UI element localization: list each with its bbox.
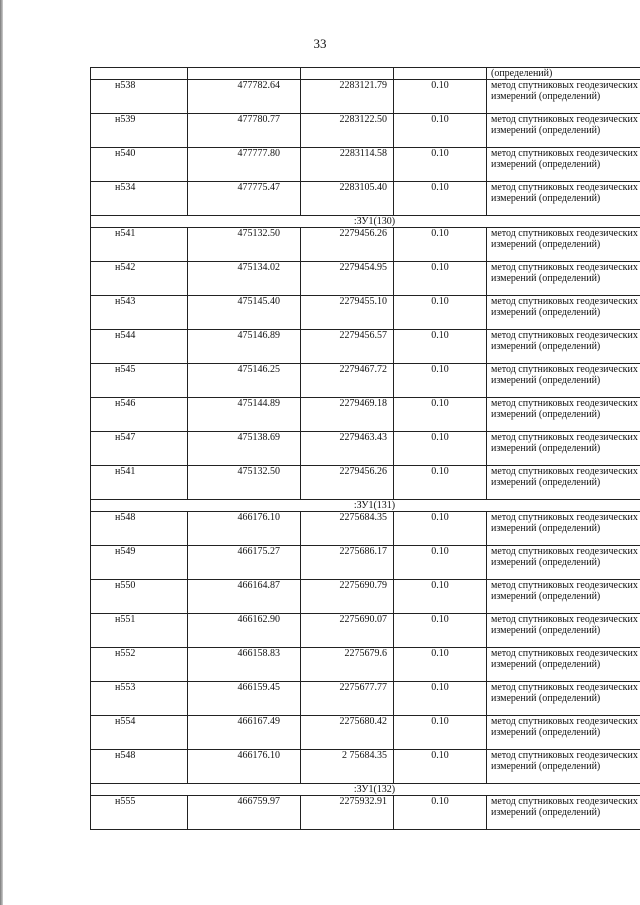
cell-x: 475146.25 — [188, 364, 301, 398]
cell-x: 477780.77 — [188, 114, 301, 148]
cell-y: 2 75684.35 — [301, 750, 394, 784]
cell-method: метод спутниковых геодезических измерений (определений) — [487, 682, 640, 716]
cell-point: н538 — [91, 80, 188, 114]
cell-point: н555 — [91, 796, 188, 830]
cell-y: 2283121.79 — [301, 80, 394, 114]
cell-accuracy: 0.10 — [394, 682, 487, 716]
cell-y: 2279456.26 — [301, 466, 394, 500]
cell-method: метод спутниковых геодезических измерений (определений) — [487, 750, 640, 784]
cell-point: н545 — [91, 364, 188, 398]
table-row — [91, 80, 640, 114]
cell-point: н554 — [91, 716, 188, 750]
cell-point: н551 — [91, 614, 188, 648]
cell-method: метод спутниковых геодезических измерений (определений) — [487, 262, 640, 296]
table-row — [91, 228, 640, 262]
cell-x: 477782.64 — [188, 80, 301, 114]
section-row — [91, 500, 640, 512]
cell-x: 475146.89 — [188, 330, 301, 364]
cell-x: 477775.47 — [188, 182, 301, 216]
cell-accuracy: 0.10 — [394, 750, 487, 784]
cell-accuracy: 0.10 — [394, 546, 487, 580]
table-row — [91, 648, 640, 682]
cell-y: 2283122.50 — [301, 114, 394, 148]
cell-x: 475138.69 — [188, 432, 301, 466]
cell-point: н548 — [91, 750, 188, 784]
cell-method: метод спутниковых геодезических измерений (определений) — [487, 796, 640, 830]
section-label: :ЗУ1(130) — [91, 216, 640, 228]
cell-method: метод спутниковых геодезических измерений (определений) — [487, 182, 640, 216]
cell-accuracy — [394, 68, 487, 80]
table-row — [91, 114, 640, 148]
cell-y: 2275690.07 — [301, 614, 394, 648]
section-label: :ЗУ1(131) — [91, 500, 640, 512]
cell-x: 466176.10 — [188, 750, 301, 784]
cell-point: н546 — [91, 398, 188, 432]
cell-point: н548 — [91, 512, 188, 546]
table-row — [91, 148, 640, 182]
cell-point: н547 — [91, 432, 188, 466]
coordinates-table — [90, 67, 640, 830]
cell-method: метод спутниковых геодезических измерений (определений) — [487, 546, 640, 580]
cell-point: н539 — [91, 114, 188, 148]
cell-x: 475132.50 — [188, 228, 301, 262]
cell-method: метод спутниковых геодезических измерений (определений) — [487, 580, 640, 614]
cell-method: метод спутниковых геодезических измерений (определений) — [487, 614, 640, 648]
cell-accuracy: 0.10 — [394, 80, 487, 114]
cell-accuracy: 0.10 — [394, 432, 487, 466]
cell-method: метод спутниковых геодезических измерений (определений) — [487, 296, 640, 330]
table-row — [91, 398, 640, 432]
cell-x: 477777.80 — [188, 148, 301, 182]
cell-point: н541 — [91, 466, 188, 500]
cell-y: 2275932.91 — [301, 796, 394, 830]
table-row — [91, 546, 640, 580]
cell-accuracy: 0.10 — [394, 330, 487, 364]
cell-x: 475144.89 — [188, 398, 301, 432]
cell-accuracy: 0.10 — [394, 228, 487, 262]
table-row — [91, 750, 640, 784]
table-row — [91, 796, 640, 830]
cell-y: 2279454.95 — [301, 262, 394, 296]
cell-method: метод спутниковых геодезических измерений (определений) — [487, 716, 640, 750]
cell-y: 2279469.18 — [301, 398, 394, 432]
cell-method: метод спутниковых геодезических измерений (определений) — [487, 364, 640, 398]
cell-accuracy: 0.10 — [394, 182, 487, 216]
cell-accuracy: 0.10 — [394, 580, 487, 614]
cell-accuracy: 0.10 — [394, 796, 487, 830]
cell-accuracy: 0.10 — [394, 364, 487, 398]
cell-accuracy: 0.10 — [394, 262, 487, 296]
table-row — [91, 330, 640, 364]
table-row — [91, 182, 640, 216]
cell-y: 2279455.10 — [301, 296, 394, 330]
cell-accuracy: 0.10 — [394, 398, 487, 432]
cell-accuracy: 0.10 — [394, 114, 487, 148]
section-label: :ЗУ1(132) — [91, 784, 640, 796]
cell-accuracy: 0.10 — [394, 512, 487, 546]
cell-x: 475134.02 — [188, 262, 301, 296]
cell-y: 2275680.42 — [301, 716, 394, 750]
cell-accuracy: 0.10 — [394, 614, 487, 648]
cell-y: 2275677.77 — [301, 682, 394, 716]
section-row — [91, 216, 640, 228]
cell-y: 2283105.40 — [301, 182, 394, 216]
table-row — [91, 580, 640, 614]
cell-point: н534 — [91, 182, 188, 216]
continuation-row — [91, 68, 640, 80]
cell-accuracy: 0.10 — [394, 716, 487, 750]
cell-x: 466162.90 — [188, 614, 301, 648]
cell-accuracy: 0.10 — [394, 148, 487, 182]
cell-x: 466167.49 — [188, 716, 301, 750]
table-row — [91, 432, 640, 466]
cell-y: 2275686.17 — [301, 546, 394, 580]
cell-y: 2275684.35 — [301, 512, 394, 546]
cell-point: н543 — [91, 296, 188, 330]
cell-y: 2279456.57 — [301, 330, 394, 364]
cell-y: 2279463.43 — [301, 432, 394, 466]
page-number: 33 — [313, 36, 327, 51]
cell-x: 475145.40 — [188, 296, 301, 330]
table-row — [91, 262, 640, 296]
coordinates-table-body — [91, 68, 640, 830]
cell-point: н552 — [91, 648, 188, 682]
cell-method: метод спутниковых геодезических измерений (определений) — [487, 114, 640, 148]
cell-point: н549 — [91, 546, 188, 580]
cell-x: 475132.50 — [188, 466, 301, 500]
table-row — [91, 364, 640, 398]
cell-point: н544 — [91, 330, 188, 364]
cell-x: 466159.45 — [188, 682, 301, 716]
table-row — [91, 682, 640, 716]
cell-y: 2283114.58 — [301, 148, 394, 182]
cell-accuracy: 0.10 — [394, 296, 487, 330]
table-row — [91, 614, 640, 648]
cell-x: 466759.97 — [188, 796, 301, 830]
cell-point: н541 — [91, 228, 188, 262]
cell-x — [188, 68, 301, 80]
table-row — [91, 466, 640, 500]
cell-method: метод спутниковых геодезических измерений (определений) — [487, 80, 640, 114]
cell-y — [301, 68, 394, 80]
cell-y: 2275679.6 — [301, 648, 394, 682]
cell-method: метод спутниковых геодезических измерений (определений) — [487, 512, 640, 546]
cell-y: 2279456.26 — [301, 228, 394, 262]
cell-method: (определений) — [487, 68, 640, 80]
cell-method: метод спутниковых геодезических измерений (определений) — [487, 148, 640, 182]
section-row — [91, 784, 640, 796]
cell-y: 2279467.72 — [301, 364, 394, 398]
cell-x: 466164.87 — [188, 580, 301, 614]
cell-accuracy: 0.10 — [394, 466, 487, 500]
cell-y: 2275690.79 — [301, 580, 394, 614]
cell-point — [91, 68, 188, 80]
cell-accuracy: 0.10 — [394, 648, 487, 682]
cell-x: 466158.83 — [188, 648, 301, 682]
table-row — [91, 716, 640, 750]
table-row — [91, 512, 640, 546]
cell-method: метод спутниковых геодезических измерений (определений) — [487, 466, 640, 500]
cell-method: метод спутниковых геодезических измерений (определений) — [487, 648, 640, 682]
cell-method: метод спутниковых геодезических измерений (определений) — [487, 228, 640, 262]
scan-edge — [0, 0, 3, 905]
cell-x: 466176.10 — [188, 512, 301, 546]
cell-point: н553 — [91, 682, 188, 716]
cell-method: метод спутниковых геодезических измерений (определений) — [487, 398, 640, 432]
cell-point: н540 — [91, 148, 188, 182]
cell-point: н550 — [91, 580, 188, 614]
cell-point: н542 — [91, 262, 188, 296]
cell-method: метод спутниковых геодезических измерений (определений) — [487, 432, 640, 466]
cell-x: 466175.27 — [188, 546, 301, 580]
cell-method: метод спутниковых геодезических измерений (определений) — [487, 330, 640, 364]
table-row — [91, 296, 640, 330]
